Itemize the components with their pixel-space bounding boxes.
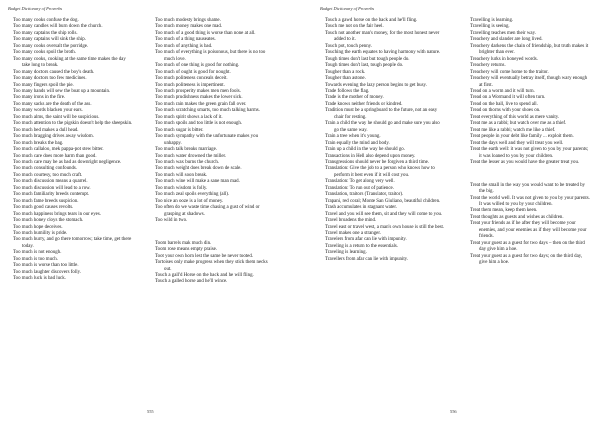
proverb-entry: Too much sugar is bitter. — [155, 127, 204, 133]
proverb-entry: Translation, traitors (Translator, traitor). — [325, 192, 404, 198]
proverb-entry: Tread on a worm and it will turn. — [470, 88, 535, 94]
proverb-entry: Too many cooks oversalt the porridge. — [13, 43, 89, 49]
proverb-entry: Touch a galled horse and he'll wince. — [155, 279, 228, 285]
proverb-entry: Treat the days well and they will treat you well. — [470, 140, 564, 146]
proverb-entry: Too much care may be as bad as downright negligence. — [13, 159, 122, 165]
proverb-entry: Too much good causes revolts. — [13, 205, 74, 211]
proverb-entry: Too much bed makes a dull head. — [13, 127, 79, 133]
proverb-entry: Treat your guest as a guest for two days; on the third day, give him a hoe. — [470, 253, 583, 266]
proverb-entry: Trade follows the flag. — [325, 88, 370, 94]
running-head: Budget Dictionary of Proverbs — [8, 6, 63, 11]
proverb-entry: Too many captains will sink the ship. — [13, 37, 86, 43]
proverb-entry: Translation: To get along very well. — [325, 179, 395, 185]
proverb-entry: Too much spoils and too little is not enough. — [155, 121, 243, 127]
proverb-entry: Too much money makes one mad. — [155, 24, 223, 30]
proverb-entry: Too much of a thing nauseates. — [155, 37, 216, 43]
proverb-entry: Too much laughter discovers folly. — [13, 269, 81, 275]
proverb-entry: Too much weight does break down de scale. — [155, 166, 242, 172]
proverb-entry: Too much water drowned the miller. — [155, 153, 227, 159]
proverb-entry: Too much modesty brings shame. — [155, 18, 221, 23]
proverb-entry: Treat people in your debt like family ... exploit them. — [470, 134, 574, 140]
proverb-entry: Too many doctors too few medicines. — [13, 76, 87, 82]
proverb-entry: Touching the earth equates to having harmony with nature. — [325, 50, 441, 56]
proverb-entry: Transactions in Hell also depend upon money. — [325, 153, 416, 159]
proverb-entry: Too much callaloo, mek pappa-pot stew bitter. — [13, 147, 104, 153]
proverb-entry: Too much of everything is poisonous, but there is no too much love. — [155, 50, 266, 62]
proverb-entry: Too much hurry, and go there tomorrow; take time, get there today. — [13, 237, 132, 249]
proverb-entry: Tortoises only make progress when they stick them necks out. — [155, 260, 268, 272]
proverb-entry: Too much is not enough. — [13, 250, 62, 256]
proverb-entry: Too many cooks confuse the dog. — [13, 18, 79, 23]
proverb-entry: Trade knows neither friends or kindred. — [325, 101, 403, 107]
proverb-entry: Too much wine will make a sane man mad. — [155, 179, 240, 185]
proverb-entry: Too many cooks, cooking at the same time makes the day take long to break. — [13, 56, 126, 69]
proverb-entry: Traveling is a return to the essentials. — [325, 243, 399, 249]
proverb-entry: Treat me like a rabbi; watch me like a thief. — [470, 127, 556, 133]
proverb-entry: Tougher than a rock. — [325, 69, 366, 75]
proverb-entry: Too much scratching smarts, too much talking harms. — [155, 108, 260, 114]
proverb-entry: Travel makes one a stranger. — [325, 230, 381, 236]
proverb-entry: Travelling is seeing. — [470, 24, 510, 30]
proverb-entry: Trade is the mother of money. — [325, 95, 384, 101]
proverb-entry: Treat your friends as if he after they will become your enemies, and your enemies as if they will become your friends. — [470, 221, 587, 240]
proverb-entry: Touch pot, touch penny. — [325, 43, 373, 49]
proverb-entry: Too many candles will burn down the church. — [13, 24, 103, 30]
proverb-entry: Toom barrels mak much din. — [155, 240, 212, 246]
proverb-entry: Tread on the ball, live to spend all. — [470, 101, 538, 107]
proverb-entry: Too much humility is pride. — [13, 230, 68, 236]
proverb-entry: Translation: To run out of patience. — [325, 185, 394, 191]
running-head: Budget Dictionary of Proverbs — [320, 6, 375, 11]
entry-gap — [470, 171, 590, 177]
proverb-entry: Touch not another man's money, for the most honest never added to it. — [325, 30, 440, 43]
proverb-entry: Trash accumulates in stagnant water. — [325, 205, 397, 211]
proverb-entry: Train a tree when it's young. — [325, 134, 381, 140]
proverb-entry: Too many irons in the fire. — [13, 95, 66, 101]
proverb-entry: Toom rose means empty praise. — [155, 247, 217, 253]
proverb-entry: Treat the world well. It was not given to you by your parents. It was willed to you by your children. — [470, 195, 590, 207]
proverb-entry: Treat me as a rabbi; but watch over me as a thief. — [470, 121, 567, 127]
proverb-entry: Transgressions should never be forgiven a third time. — [325, 159, 430, 165]
proverb-entry: Train up a child in the way he should go. — [325, 147, 405, 153]
proverb-entry: Tradition must be a springboard to the future, not an easy chair for resting. — [325, 108, 438, 120]
proverb-entry: Trapani, red coral; Monte San Giuliano, beautiful children. — [325, 198, 441, 204]
proverb-entry: Too much care does more harm than good. — [13, 153, 97, 159]
right-page-column-2 — [470, 18, 590, 267]
proverb-entry: Too much courtesy, too much craft. — [13, 172, 83, 178]
proverb-entry: Too much is worse than too little. — [13, 263, 79, 269]
proverb-entry: Too often do we waste time chasing a gust of wind or grasping at shadows. — [155, 205, 260, 217]
right-page — [300, 0, 600, 424]
proverb-entry: Treat them mean, keep them keen. — [470, 208, 538, 214]
proverb-entry: Too wild in two. — [155, 218, 188, 224]
proverb-entry: Too many doctors caused the boy's death. — [13, 69, 95, 75]
proverb-entry: Treachery returns. — [470, 63, 506, 69]
proverb-entry: Too much talk breaks marriage. — [155, 147, 217, 153]
proverb-entry: Too many cooks spoil the broth. — [13, 50, 76, 56]
proverb-entry: Too much honey cloys the stomach. — [13, 218, 84, 224]
proverb-entry: Too many words blacken your ears. — [13, 108, 83, 114]
right-page-column-1 — [325, 18, 445, 263]
proverb-entry: Too much attention to the pigskin doesn't help the sheepskin. — [13, 121, 133, 127]
proverb-entry: Travelling teaches men their way. — [470, 30, 536, 36]
proverb-entry: Towards evening the lazy person begins to get busy. — [325, 82, 427, 88]
proverb-entry: Tread on a Wormand it will often turn. — [470, 95, 546, 101]
page-number: 555 — [147, 409, 154, 414]
proverb-entry: Treachery will come home to the traitor. — [470, 69, 549, 75]
proverb-entry: Tougher than astone. — [325, 76, 366, 82]
proverb-entry: Too much of ought is good for nought. — [155, 69, 231, 75]
proverb-entry: Touch me not on the fair heel. — [325, 24, 384, 30]
proverb-entry: Too many fingers spoil the pie. — [13, 82, 74, 88]
proverb-entry: Treat everything of this world as mere vanity. — [470, 114, 560, 120]
proverb-entry: Too many sacks are the death of the ass. — [13, 101, 92, 107]
left-page-column-2 — [155, 18, 275, 286]
left-page-column-1 — [13, 18, 133, 283]
proverb-entry: Treachery lurks in honeyed words. — [470, 56, 538, 62]
proverb-entry: Too much hope deceives. — [13, 224, 63, 230]
proverb-entry: Too much spirit shows a lack of it. — [155, 114, 223, 120]
proverb-entry: Touch a gawd horse on the back and he'll fling. — [325, 18, 418, 23]
proverb-entry: Too much sympathy with the unfortunate makes you unhappy. — [155, 134, 259, 146]
proverb-entry: Too much politeness conceals deceit. — [155, 76, 228, 82]
proverb-entry: Tread on thorns with your shoes on. — [470, 108, 541, 114]
proverb-entry: Travel broadens the mind. — [325, 218, 377, 224]
proverb-entry: Too much luck is bad luck. — [13, 276, 66, 282]
proverb-entry: Treat the earth well: it was not given to you by your parents; it was loaned to you by your children. — [470, 147, 589, 159]
proverb-entry: Travel east or travel west, a man's own house is still the best. — [325, 224, 445, 230]
proverb-entry: Train a child the way he should go and make sure you also go the same way. — [325, 121, 440, 133]
proverb-entry: Toot your own horn lest the same be never tooted. — [155, 253, 253, 259]
proverb-entry: Too much of anything is bad. — [155, 43, 213, 49]
proverb-entry: Treat your guest as a guest for two days – then on the third day give him a hoe. — [470, 240, 585, 253]
proverb-entry: Too much of one thing is good for nothing. — [155, 63, 240, 69]
proverb-entry: Treat thoughts as guests and wishes as children. — [470, 214, 564, 220]
proverb-entry: Too much familiarity breeds contempt. — [13, 192, 90, 198]
proverb-entry: Translation: Give the job to a person who knows how to perform it best even if it will cost you. — [325, 166, 435, 178]
proverb-entry: Too much breaks the bag. — [13, 140, 64, 146]
proverb-entry: Touch a gall'd Horse on the back and he will fling. — [155, 272, 254, 278]
proverb-entry: Too much bragging drives away wisdom. — [13, 134, 94, 140]
proverb-entry: Too many hands will sew the boat up a mountain. — [13, 88, 111, 94]
proverb-entry: Treat the lesser as you would have the greater treat you. — [470, 159, 580, 165]
proverb-entry: Treachery will eventually betray itself, though wary enough at first. — [470, 76, 588, 88]
proverb-entry: Travelling is learning. — [470, 18, 514, 23]
proverb-entry: Too much consulting confounds. — [13, 166, 78, 172]
proverb-entry: Train equally the mind and body. — [325, 140, 390, 146]
proverb-entry: Too much will soon break. — [155, 172, 208, 178]
entry-gap — [155, 229, 275, 235]
proverb-entry: Too much discussion will lead to a row. — [13, 185, 91, 191]
proverb-entry: Too much prosperity makes men men fools. — [155, 88, 241, 94]
proverb-entry: Too much of a good thing is worse than none at all. — [155, 30, 256, 36]
proverb-entry: Too much happiness brings tears in our eyes. — [13, 211, 101, 217]
proverb-entry: Travellers from afar can lie with impunity. — [325, 256, 409, 262]
proverb-entry: Treat the small in the way you would want to be treated by the big. — [470, 182, 585, 195]
proverb-entry: Traveling is learning. — [325, 250, 367, 256]
proverb-entry: Too much fame breeds suspicion. — [13, 198, 79, 204]
proverb-entry: Too much alms, the saint will be suspicious. — [13, 114, 100, 120]
proverb-entry: Treachery and slander are long lived. — [470, 37, 543, 43]
proverb-entry: Tough times don't last but tough people do. — [325, 56, 410, 62]
page-number: 556 — [450, 409, 457, 414]
proverb-entry: Too nice an ooze is a lot of money. — [155, 198, 224, 204]
proverb-entry: Too much discussion means a quarrel. — [13, 179, 88, 185]
proverb-entry: Tough times don't last, tough people do. — [325, 63, 404, 69]
proverb-entry: Travel and you will see them, sit and they will come to you. — [325, 211, 443, 217]
proverb-entry: Too much zeal spoils everything (all). — [155, 192, 230, 198]
proverb-entry: Travelers from afar can lie with impunity. — [325, 237, 407, 243]
proverb-entry: Too much rain makes the green grain fall over. — [155, 101, 247, 107]
proverb-entry: Too much politeness is impertinent. — [155, 82, 225, 88]
proverb-entry: Too much is too much. — [13, 256, 58, 262]
proverb-entry: Too much prudishness makes the lower sick. — [155, 95, 243, 101]
proverb-entry: Too much wisdom is folly. — [155, 185, 208, 191]
proverb-entry: Too many captains the ship rolls. — [13, 30, 78, 36]
proverb-entry: Treachery darkens the chain of friendship, but truth makes it brighter than ever. — [470, 43, 589, 56]
proverb-entry: Too much wax burns the church. — [155, 159, 220, 165]
